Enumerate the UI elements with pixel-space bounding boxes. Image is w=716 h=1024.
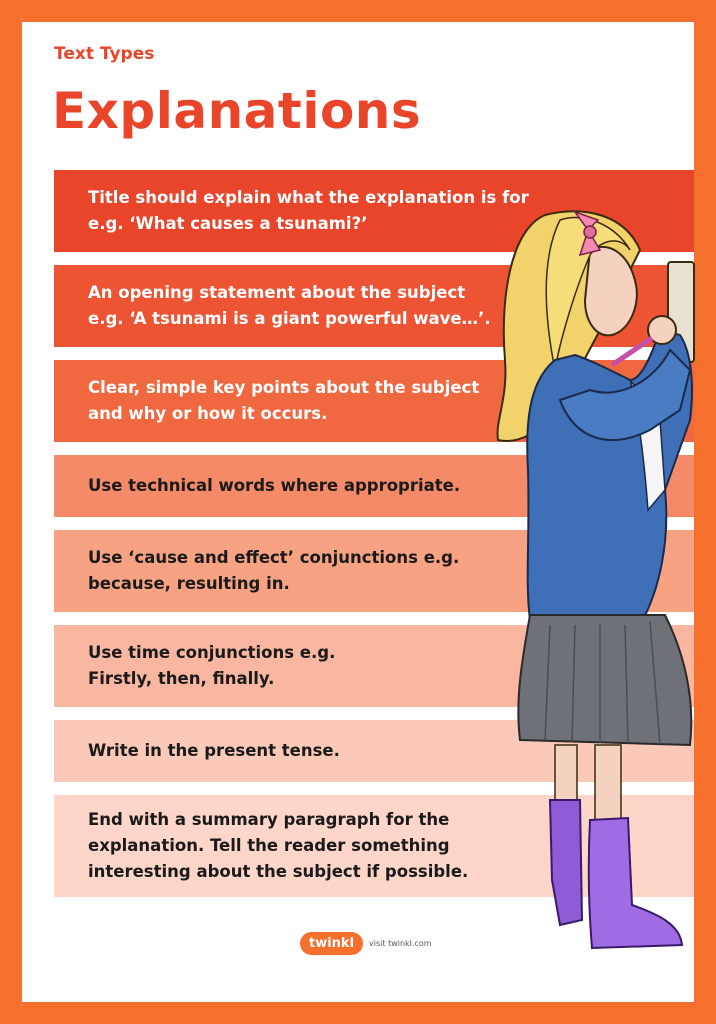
panel-text: Clear, simple key points about the subject and why or how it occurs. bbox=[88, 378, 480, 423]
visit-link[interactable]: visit twinkl.com bbox=[369, 939, 432, 948]
panel-text: Use time conjunctions e.g. Firstly, then, finally. bbox=[88, 643, 336, 688]
panel-key-points bbox=[54, 360, 694, 442]
panel-time-conjunctions bbox=[54, 625, 694, 707]
eyebrow-label: Text Types bbox=[54, 44, 155, 64]
panel-technical-words bbox=[54, 455, 694, 517]
panel-title-tip bbox=[54, 170, 694, 252]
panel-text: Title should explain what the explanation is for e.g. ‘What causes a tsunami?’ bbox=[88, 188, 529, 233]
footer bbox=[300, 932, 432, 955]
panel-present-tense bbox=[54, 720, 694, 782]
panel-text: Write in the present tense. bbox=[88, 741, 340, 760]
panel-text: Use ‘cause and effect’ conjunctions e.g. because, resulting in. bbox=[88, 548, 460, 593]
panel-text: Use technical words where appropriate. bbox=[88, 476, 461, 495]
twinkl-logo[interactable]: twinkl bbox=[300, 932, 363, 955]
page-title: Explanations bbox=[52, 82, 422, 140]
panel-text: End with a summary paragraph for the explanation. Tell the reader something interesting about the subject if possible. bbox=[88, 810, 469, 881]
panel-opening-statement bbox=[54, 265, 694, 347]
panel-summary bbox=[54, 795, 694, 897]
panel-text: An opening statement about the subject e.g. ‘A tsunami is a giant powerful wave…’. bbox=[88, 283, 491, 328]
panel-cause-effect bbox=[54, 530, 694, 612]
